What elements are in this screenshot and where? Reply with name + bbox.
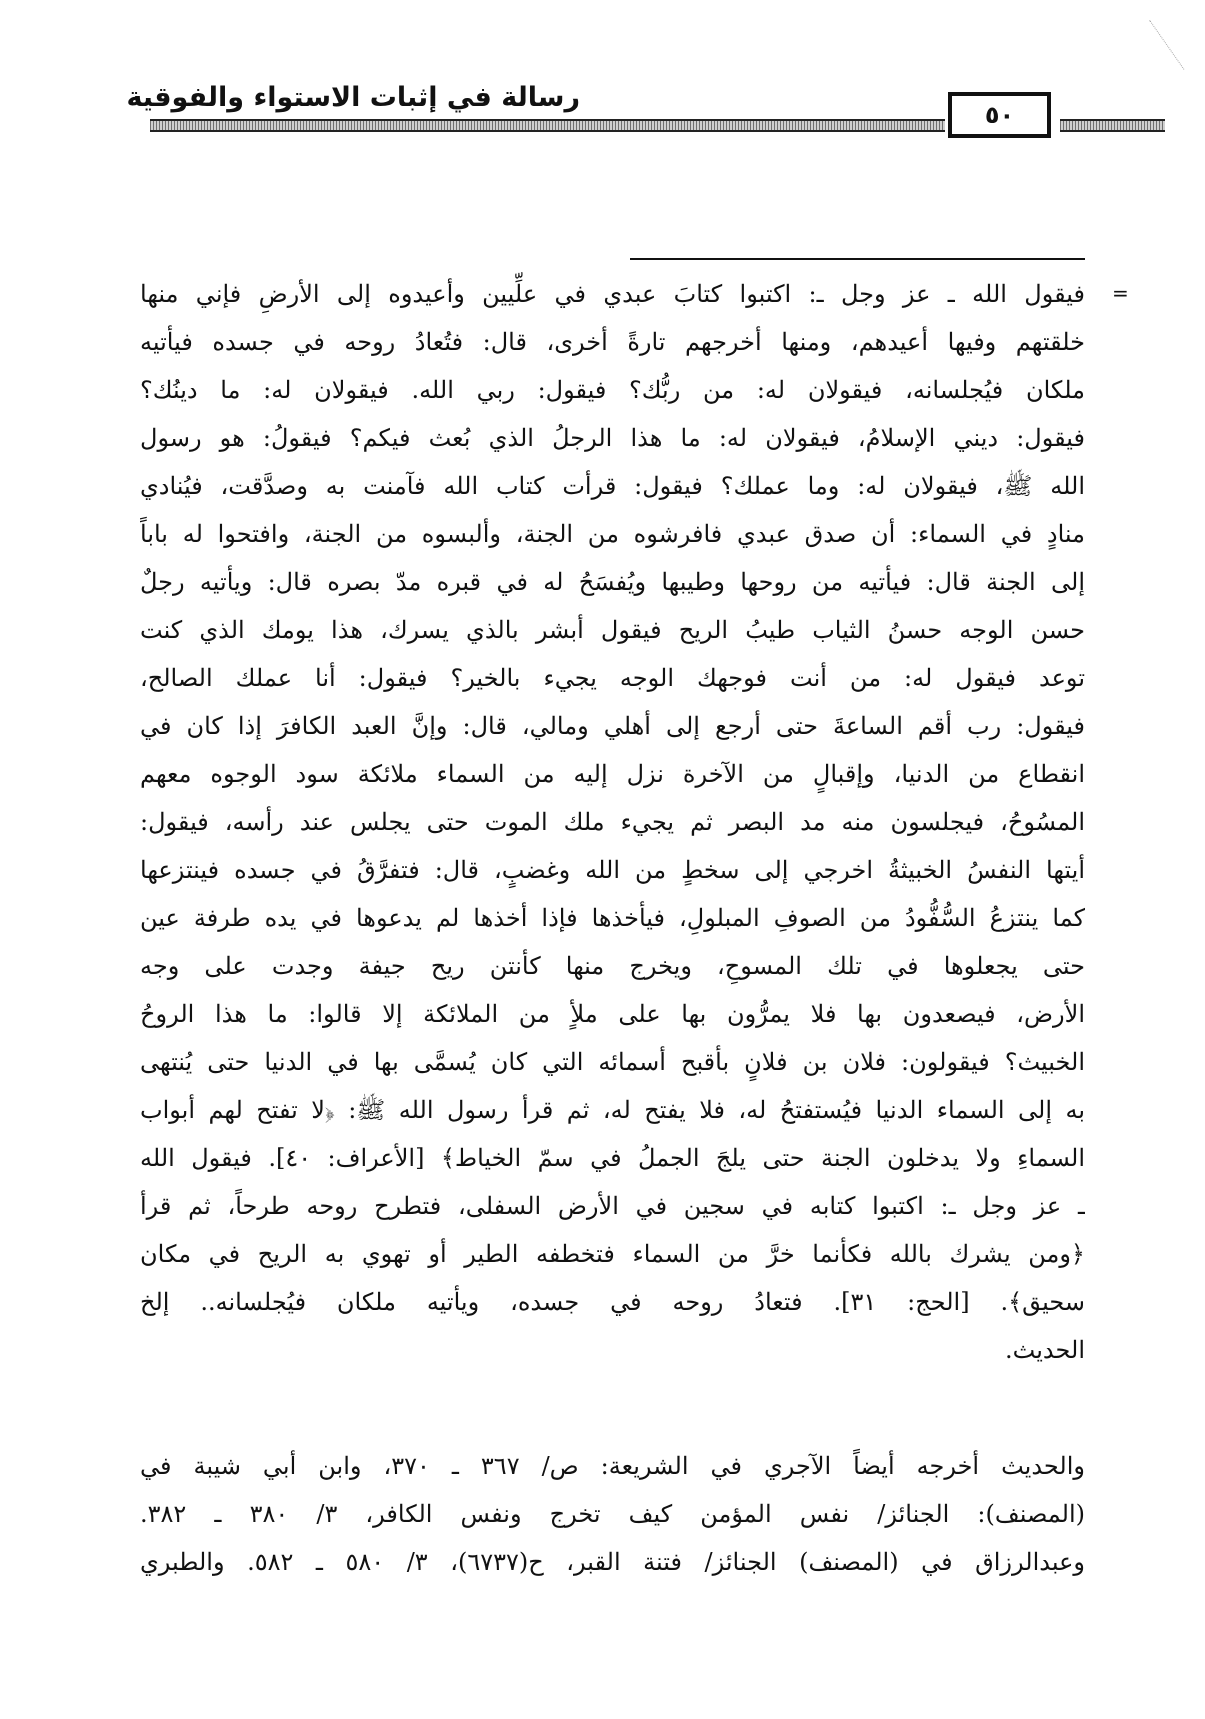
footnote-continuation-mark: = <box>1112 281 1129 305</box>
text-line: ﴿ومن يشرك بالله فكأنما خرَّ من السماء فتخطفه الطير أو تهوي به الريح في مكان <box>140 1240 1085 1268</box>
text-line: فيقول: رب أقم الساعةَ حتى أرجع إلى أهلي ومالي، قال: وإنَّ العبد الكافرَ إذا كان في <box>140 712 1085 740</box>
text-line: توعد فيقول له: من أنت فوجهك الوجه يجيء بالخير؟ فيقول: أنا عملك الصالح، <box>140 664 1085 692</box>
header-rule <box>150 119 945 132</box>
text-line: إلى الجنة قال: فيأتيه من روحها وطيبها ويُفسَحُ له في قبره مدّ بصره قال: ويأتيه رجلٌ <box>140 568 1085 596</box>
text-line: كما ينتزعُ السُّفُّودُ من الصوفِ المبلولِ، فيأخذها فإذا أخذها لم يدعوها في يده طرفة عين <box>140 904 1085 932</box>
text-line: خلقتهم وفيها أعيدهم، ومنها أخرجهم تارةً أخرى، قال: فتُعادُ روحه في جسده فيأتيه <box>140 328 1085 356</box>
source-line: والحديث أخرجه أيضاً الآجري في الشريعة: ص/ ٣٦٧ ـ ٣٧٠، وابن أبي شيبة في <box>140 1452 1085 1480</box>
text-line: السماءِ ولا يدخلون الجنة حتى يلجَ الجملُ في سمّ الخياط﴾ [الأعراف: ٤٠]. فيقول الله <box>140 1144 1085 1172</box>
scan-artifact <box>1148 20 1185 71</box>
text-line: انقطاع من الدنيا، وإقبالٍ من الآخرة نزل إليه من السماء ملائكة سود الوجوه معهم <box>140 760 1085 788</box>
text-line: حسن الوجه حسنُ الثياب طيبُ الريح فيقول أبشر بالذي يسرك، هذا يومك الذي كنت <box>140 616 1085 644</box>
text-line: منادٍ في السماء: أن صدق عبدي فافرشوه من الجنة، وألبسوه من الجنة، وافتحوا له باباً <box>140 520 1085 548</box>
text-line: الخبيث؟ فيقولون: فلان بن فلانٍ بأقبح أسمائه التي كان يُسمَّى بها في الدنيا حتى يُنتهى <box>140 1048 1085 1076</box>
footnote-sources <box>140 1442 1085 1586</box>
footnote-separator <box>630 258 1085 260</box>
source-line: وعبدالرزاق في (المصنف) الجنائز/ فتنة القبر، ح(٦٧٣٧)، ٣/ ٥٨٠ ـ ٥٨٢. والطبري <box>140 1548 1085 1576</box>
page-number: ٥٠ <box>948 92 1051 138</box>
footnote-hadith-text <box>140 270 1085 1374</box>
text-line: المسُوحُ، فيجلسون منه مد البصر ثم يجيء ملك الموت حتى يجلس عند رأسه، فيقول: <box>140 808 1085 836</box>
running-title: رسالة في إثبات الاستواء والفوقية <box>126 82 580 113</box>
text-line: فيقول: ديني الإسلامُ، فيقولان له: ما هذا الرجلُ الذي بُعث فيكم؟ فيقولُ: هو رسول <box>140 424 1085 452</box>
text-line: حتى يجعلوها في تلك المسوحِ، ويخرج منها كأنتن ريح جيفة وجدت على وجه <box>140 952 1085 980</box>
text-line: الأرض، فيصعدون بها فلا يمرُّون بها على ملأٍ من الملائكة إلا قالوا: ما هذا الروحُ <box>140 1000 1085 1028</box>
source-line: (المصنف): الجنائز/ نفس المؤمن كيف تخرج ونفس الكافر، ٣/ ٣٨٠ ـ ٣٨٢. <box>140 1500 1085 1528</box>
text-line: الحديث. <box>1005 1336 1085 1364</box>
text-line: ـ عز وجل ـ: اكتبوا كتابه في سجين في الأرض السفلى، فتطرح روحه طرحاً، ثم قرأ <box>140 1192 1085 1220</box>
text-line: ملكان فيُجلسانه، فيقولان له: من ربُّك؟ فيقول: ربي الله. فيقولان له: ما دينُك؟ <box>140 376 1085 404</box>
header-rule-right <box>1060 119 1165 132</box>
text-line: أيتها النفسُ الخبيثةُ اخرجي إلى سخطٍ من الله وغضبٍ، قال: فتفرَّقُ في جسده فينتزعها <box>140 856 1085 884</box>
text-line: الله ﷺ، فيقولان له: وما عملك؟ فيقول: قرأت كتاب الله فآمنت به وصدَّقت، فيُنادي <box>140 472 1085 500</box>
text-line: فيقول الله ـ عز وجل ـ: اكتبوا كتابَ عبدي في علِّيين وأعيدوه إلى الأرضِ فإني منها <box>140 280 1085 308</box>
text-line: به إلى السماء الدنيا فيُستفتحُ له، فلا يفتح له، ثم قرأ رسول الله ﷺ: ﴿لا تفتح لهم أبواب <box>140 1096 1085 1124</box>
text-line: سحيق﴾. [الحج: ٣١]. فتعادُ روحه في جسده، ويأتيه ملكان فيُجلسانه.. إلخ <box>140 1288 1085 1316</box>
